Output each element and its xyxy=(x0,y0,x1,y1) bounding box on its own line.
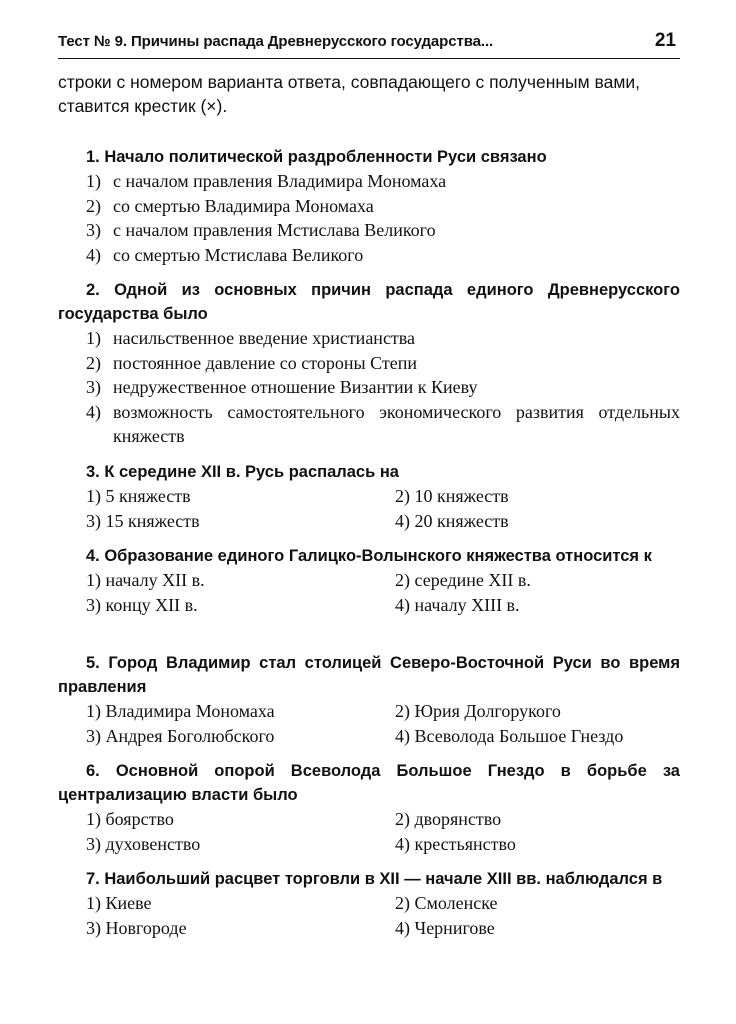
answer-option: 1) Владимира Мономаха xyxy=(86,701,275,721)
answer-options xyxy=(58,568,680,617)
answer-options xyxy=(58,699,680,748)
option-text: с началом правления Владимира Мономаха xyxy=(113,171,447,191)
answer-option: 4) 20 княжеств xyxy=(395,510,509,531)
option-number: 1) xyxy=(86,328,101,348)
answer-option: 2) середине XII в. xyxy=(395,570,531,590)
question-5 xyxy=(58,651,680,748)
answer-option: 2) Юрия Долгорукого xyxy=(395,701,561,721)
option-number: 2) xyxy=(86,195,101,216)
answer-option xyxy=(58,243,680,268)
answer-option xyxy=(58,351,680,376)
answer-options xyxy=(58,891,680,940)
answer-option xyxy=(58,326,680,351)
option-number: 2) xyxy=(86,352,101,373)
answer-option: 3) духовенство xyxy=(86,833,201,854)
option-text: постоянное давление со стороны Степи xyxy=(113,352,417,373)
option-text: со смертью Мстислава Великого xyxy=(113,244,364,265)
answer-options xyxy=(58,484,680,533)
answer-option xyxy=(58,400,680,449)
answer-option: 3) Андрея Боголюбского xyxy=(86,725,275,746)
answer-option: 2) Смоленске xyxy=(395,893,498,913)
answer-option xyxy=(58,218,680,243)
answer-option: 1) началу XII в. xyxy=(86,570,205,590)
question-3 xyxy=(58,460,680,533)
option-number: 4) xyxy=(86,401,101,422)
answer-options xyxy=(58,326,680,449)
answer-option: 1) 5 княжеств xyxy=(86,486,191,506)
answer-options xyxy=(58,169,680,267)
option-text: недружественное отношение Византии к Киеву xyxy=(113,377,478,397)
question-1 xyxy=(58,145,680,267)
answer-option xyxy=(58,375,680,400)
running-header xyxy=(58,28,680,59)
answer-option: 4) Чернигове xyxy=(395,917,495,938)
answer-options xyxy=(58,807,680,856)
answer-option: 4) началу XIII в. xyxy=(395,594,520,615)
option-text: с началом правления Мстислава Великого xyxy=(113,220,436,240)
question-2 xyxy=(58,278,680,449)
intro-paragraph: строки с номером варианта ответа, совпадающего с полученным вами, ставится крестик (×). xyxy=(58,72,641,116)
question-title: 7. Наибольший расцвет торговли в XII — начале XIII вв. наблюдался в xyxy=(86,870,663,888)
answer-option xyxy=(58,169,680,194)
question-title: 5. Город Владимир стал столицей Северо-Восточной Руси во время правления xyxy=(58,654,680,696)
answer-option xyxy=(58,194,680,219)
option-number: 1) xyxy=(86,171,101,191)
answer-option: 1) Киеве xyxy=(86,893,152,913)
answer-option: 4) Всеволода Большое Гнездо xyxy=(395,725,624,746)
answer-option: 2) 10 княжеств xyxy=(395,486,509,506)
question-7 xyxy=(58,867,680,940)
answer-option: 1) боярство xyxy=(86,809,174,829)
question-title: 2. Одной из основных причин распада единого Древнерусского государства было xyxy=(58,281,680,323)
question-title: 1. Начало политической раздробленности Руси связано xyxy=(86,148,547,166)
answer-option: 3) концу XII в. xyxy=(86,594,198,615)
question-title: 4. Образование единого Галицко-Волынского княжества относится к xyxy=(86,547,652,565)
option-text: насильственное введение христианства xyxy=(113,328,416,348)
option-number: 3) xyxy=(86,377,101,397)
answer-option: 3) 15 княжеств xyxy=(86,510,200,531)
question-4 xyxy=(58,544,680,617)
option-text: со смертью Владимира Мономаха xyxy=(113,195,374,216)
answer-option: 4) крестьянство xyxy=(395,833,516,854)
option-text: возможность самостоятельного экономического развития отдельных княжеств xyxy=(113,401,680,446)
option-number: 4) xyxy=(86,244,101,265)
question-title: 3. К середине XII в. Русь распалась на xyxy=(86,463,399,481)
answer-option: 3) Новгороде xyxy=(86,917,187,938)
question-6 xyxy=(58,759,680,856)
header-title: Тест № 9. Причины распада Древнерусского государства... xyxy=(58,33,494,50)
page-number: 21 xyxy=(654,30,676,51)
answer-option: 2) дворянство xyxy=(395,809,502,829)
option-number: 3) xyxy=(86,220,101,240)
question-title: 6. Основной опорой Всеволода Большое Гнездо в борьбе за централизацию власти было xyxy=(58,762,680,804)
